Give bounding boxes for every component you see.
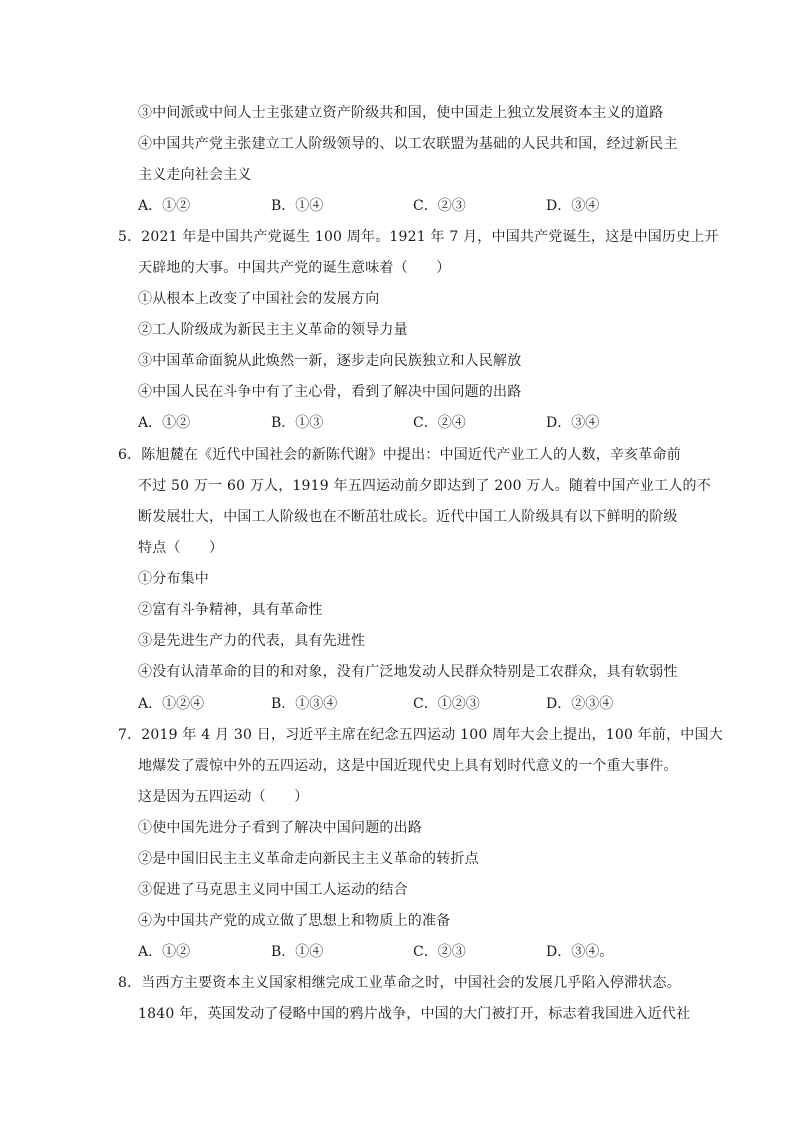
q5-stem-line-1: 5．2021 年是中国共产党诞生 100 周年。1921 年 7 月，中国共产党诞生，这是中国历史上开 bbox=[118, 229, 719, 245]
q4-item-4: ④中国共产党主张建立工人阶级领导的、以工农联盟为基础的人民共和国，经过新民主 bbox=[138, 136, 678, 152]
q5-option-a: A．①② bbox=[138, 415, 191, 431]
q6-stem-line-4: 特点（ ） bbox=[138, 540, 224, 556]
q6-item-3: ③是先进生产力的代表，具有先进性 bbox=[138, 633, 366, 649]
q5-option-c: C．②④ bbox=[413, 415, 466, 431]
q7-option-a: A．①② bbox=[138, 944, 191, 960]
q6-option-a: A．①②④ bbox=[138, 696, 205, 712]
q6-item-4: ④没有认清革命的目的和对象，没有广泛地发动人民群众特别是工农群众，具有软弱性 bbox=[138, 664, 678, 680]
q5-item-4: ④中国人民在斗争中有了主心骨，看到了解决中国问题的出路 bbox=[138, 384, 522, 400]
q6-item-1: ①分布集中 bbox=[138, 571, 209, 587]
q6-stem-line-2: 不过 50 万一 60 万人，1919 年五四运动前夕即达到了 200 万人。随着中国产业工人的不 bbox=[138, 478, 711, 494]
q6-item-2: ②富有斗争精神，具有革命性 bbox=[138, 602, 323, 618]
q4-option-c: C．②③ bbox=[413, 198, 466, 214]
q5-stem-line-2: 天辟地的大事。中国共产党的诞生意味着（ ） bbox=[138, 260, 451, 276]
q6-stem-line-1: 6．陈旭麓在《近代中国社会的新陈代谢》中提出：中国近代产业工人的人数，辛亥革命前 bbox=[118, 447, 681, 463]
q4-option-b: B．①④ bbox=[271, 198, 324, 214]
q5-option-d: D．③④ bbox=[546, 415, 600, 431]
q7-option-b: B．①④ bbox=[271, 944, 324, 960]
q7-item-1: ①使中国先进分子看到了解决中国问题的出路 bbox=[138, 820, 422, 836]
q7-stem-line-1: 7．2019 年 4 月 30 日，习近平主席在纪念五四运动 100 周年大会上提出，100 年前，中国大 bbox=[118, 727, 723, 743]
q5-item-3: ③中国革命面貌从此焕然一新，逐步走向民族独立和人民解放 bbox=[138, 353, 522, 369]
q6-option-d: D．②③④ bbox=[546, 696, 614, 712]
q6-option-c: C．①②③ bbox=[413, 696, 480, 712]
q7-item-2: ②是中国旧民主主义革命走向新民主主义革命的转折点 bbox=[138, 851, 479, 867]
q4-item-4-cont: 主义走向社会主义 bbox=[138, 167, 252, 183]
q7-stem-line-3: 这是因为五四运动（ ） bbox=[138, 789, 309, 805]
q4-option-a: A．①② bbox=[138, 198, 191, 214]
q4-item-3: ③中间派或中间人士主张建立资产阶级共和国，使中国走上独立发展资本主义的道路 bbox=[138, 105, 664, 121]
q7-item-4: ④为中国共产党的成立做了思想上和物质上的准备 bbox=[138, 913, 451, 929]
q6-option-b: B．①③④ bbox=[271, 696, 338, 712]
q7-item-3: ③促进了马克思主义同中国工人运动的结合 bbox=[138, 882, 408, 898]
q5-option-b: B．①③ bbox=[271, 415, 324, 431]
q8-stem-line-1: 8．当西方主要资本主义国家相继完成工业革命之时，中国社会的发展几乎陷入停滞状态。 bbox=[118, 975, 681, 991]
q5-item-2: ②工人阶级成为新民主主义革命的领导力量 bbox=[138, 322, 408, 338]
q4-option-d: D．③④ bbox=[546, 198, 600, 214]
q6-stem-line-3: 断发展壮大，中国工人阶级也在不断茁壮成长。近代中国工人阶级具有以下鲜明的阶级 bbox=[138, 509, 678, 525]
q8-stem-line-2: 1840 年，英国发动了侵略中国的鸦片战争，中国的大门被打开，标志着我国进入近代社 bbox=[138, 1006, 691, 1022]
q7-stem-line-2: 地爆发了震惊中外的五四运动，这是中国近现代史上具有划时代意义的一个重大事件。 bbox=[138, 758, 678, 774]
q7-option-c: C．②③ bbox=[413, 944, 466, 960]
q7-option-d: D．③④。 bbox=[546, 944, 614, 960]
q5-item-1: ①从根本上改变了中国社会的发展方向 bbox=[138, 291, 380, 307]
